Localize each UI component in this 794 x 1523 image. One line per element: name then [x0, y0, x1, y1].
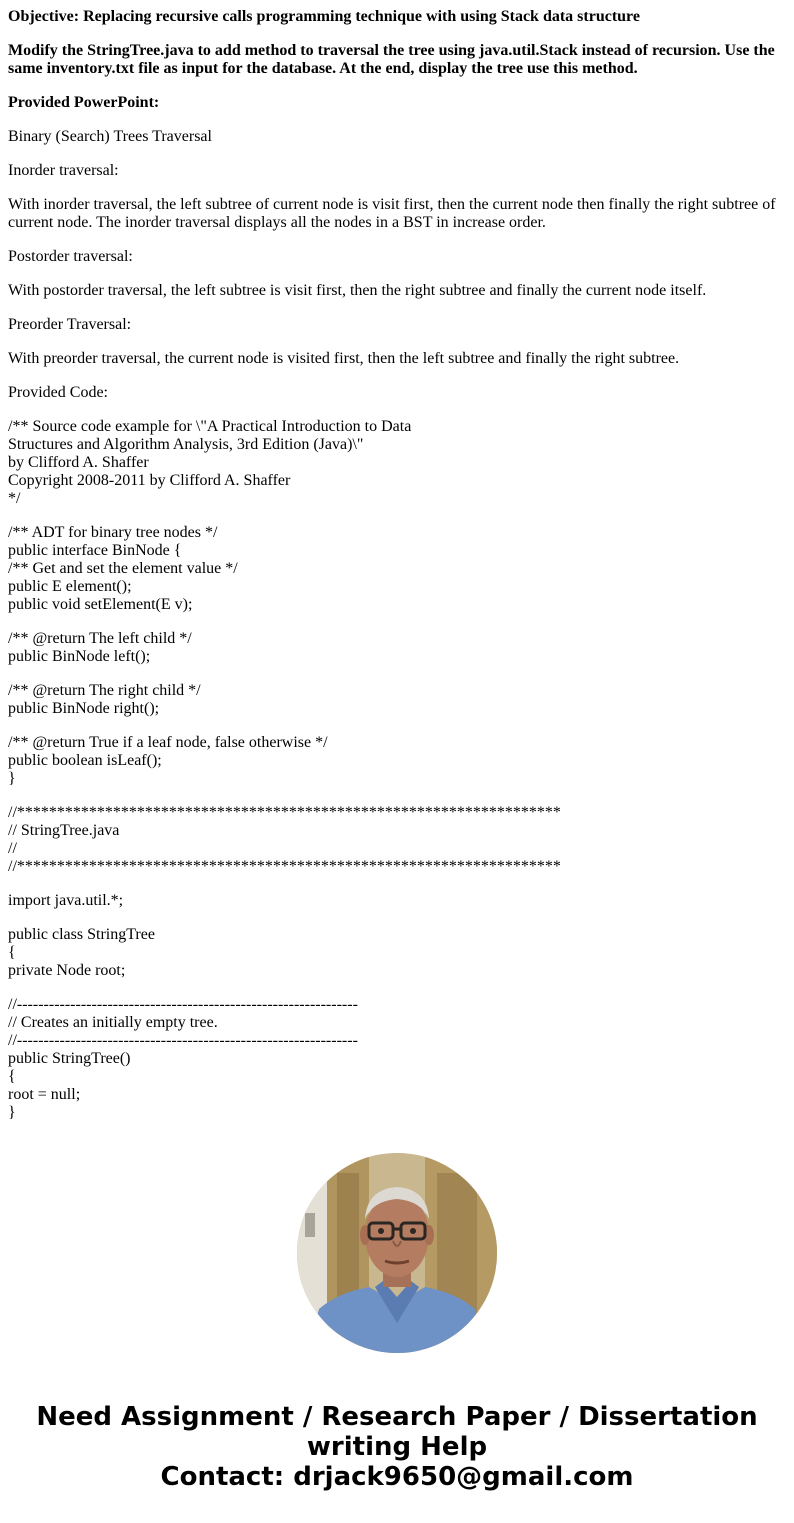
- code-line: {: [8, 944, 16, 961]
- code-line: //********************************************************************: [8, 858, 561, 875]
- code-line: public void setElement(E v);: [8, 596, 193, 613]
- code-block-stringtree-banner: [8, 804, 786, 876]
- code-line: /** ADT for binary tree nodes */: [8, 524, 218, 541]
- code-line: {: [8, 1068, 16, 1085]
- code-line: //----------------------------------------------------------------: [8, 1032, 358, 1049]
- code-line: //********************************************************************: [8, 804, 561, 821]
- contact-banner-line-3: Contact: drjack9650@gmail.com: [160, 1462, 634, 1492]
- code-line: Copyright 2008-2011 by Clifford A. Shaffer: [8, 472, 291, 489]
- postorder-text: With postorder traversal, the left subtree is visit first, then the right subtree and finally the current node itself.: [8, 282, 707, 299]
- code-block-right-child: [8, 682, 786, 718]
- code-line: Structures and Algorithm Analysis, 3rd Edition (Java)\": [8, 436, 364, 453]
- code-line: by Clifford A. Shaffer: [8, 454, 149, 471]
- code-line: }: [8, 1104, 16, 1121]
- code-block-import: [8, 892, 786, 910]
- code-line: public class StringTree: [8, 926, 155, 943]
- code-line: /** @return True if a leaf node, false otherwise */: [8, 734, 328, 751]
- preorder-heading: Preorder Traversal:: [8, 316, 132, 333]
- contact-banner-line-2: writing Help: [306, 1432, 488, 1462]
- code-line: //: [8, 840, 17, 857]
- inorder-heading: Inorder traversal:: [8, 162, 119, 179]
- code-line: }: [8, 770, 16, 787]
- task-description: Modify the StringTree.java to add method to traversal the tree using java.util.Stack instead of recursion. Use the same inventory.txt file as input for the database. At the end, display the tree use this method.: [8, 42, 775, 77]
- code-block-constructor: [8, 996, 786, 1122]
- postorder-heading: Postorder traversal:: [8, 248, 133, 265]
- code-line: // Creates an initially empty tree.: [8, 1014, 218, 1031]
- preorder-text: With preorder traversal, the current node is visited first, then the left subtree and finally the right subtree.: [8, 350, 680, 367]
- code-line: // StringTree.java: [8, 822, 120, 839]
- document-body: [8, 8, 786, 1138]
- code-line: /** Source code example for \"A Practical Introduction to Data: [8, 418, 412, 435]
- code-line: //----------------------------------------------------------------: [8, 996, 358, 1013]
- code-line: root = null;: [8, 1086, 81, 1103]
- avatar-portrait: [297, 1153, 497, 1353]
- code-line: import java.util.*;: [8, 892, 124, 909]
- code-line: public BinNode left();: [8, 648, 151, 665]
- code-line: /** @return The left child */: [8, 630, 192, 647]
- code-line: /** Get and set the element value */: [8, 560, 238, 577]
- avatar: [297, 1153, 497, 1353]
- code-block-binnode-interface: [8, 524, 786, 614]
- code-block-left-child: [8, 630, 786, 666]
- contact-banner-line-1: Need Assignment / Research Paper / Dissertation: [36, 1402, 758, 1432]
- code-line: public boolean isLeaf();: [8, 752, 162, 769]
- code-line: private Node root;: [8, 962, 126, 979]
- powerpoint-title: Binary (Search) Trees Traversal: [8, 128, 212, 145]
- objective-heading: Objective: Replacing recursive calls programming technique with using Stack data structure: [8, 8, 640, 25]
- code-block-class-declaration: [8, 926, 786, 980]
- inorder-text: With inorder traversal, the left subtree of current node is visit first, then the current node then finally the right subtree of current node. The inorder traversal displays all the nodes in a BST in increase order.: [8, 196, 776, 231]
- code-line: public interface BinNode {: [8, 542, 182, 559]
- provided-code-label: Provided Code:: [8, 384, 108, 401]
- contact-banner: [0, 1402, 794, 1492]
- code-line: public E element();: [8, 578, 132, 595]
- code-line: public StringTree(): [8, 1050, 131, 1067]
- code-block-is-leaf: [8, 734, 786, 788]
- code-block-header-comment: [8, 418, 786, 508]
- code-line: public BinNode right();: [8, 700, 160, 717]
- provided-powerpoint-label: Provided PowerPoint:: [8, 94, 160, 111]
- code-line: /** @return The right child */: [8, 682, 201, 699]
- code-line: */: [8, 490, 21, 507]
